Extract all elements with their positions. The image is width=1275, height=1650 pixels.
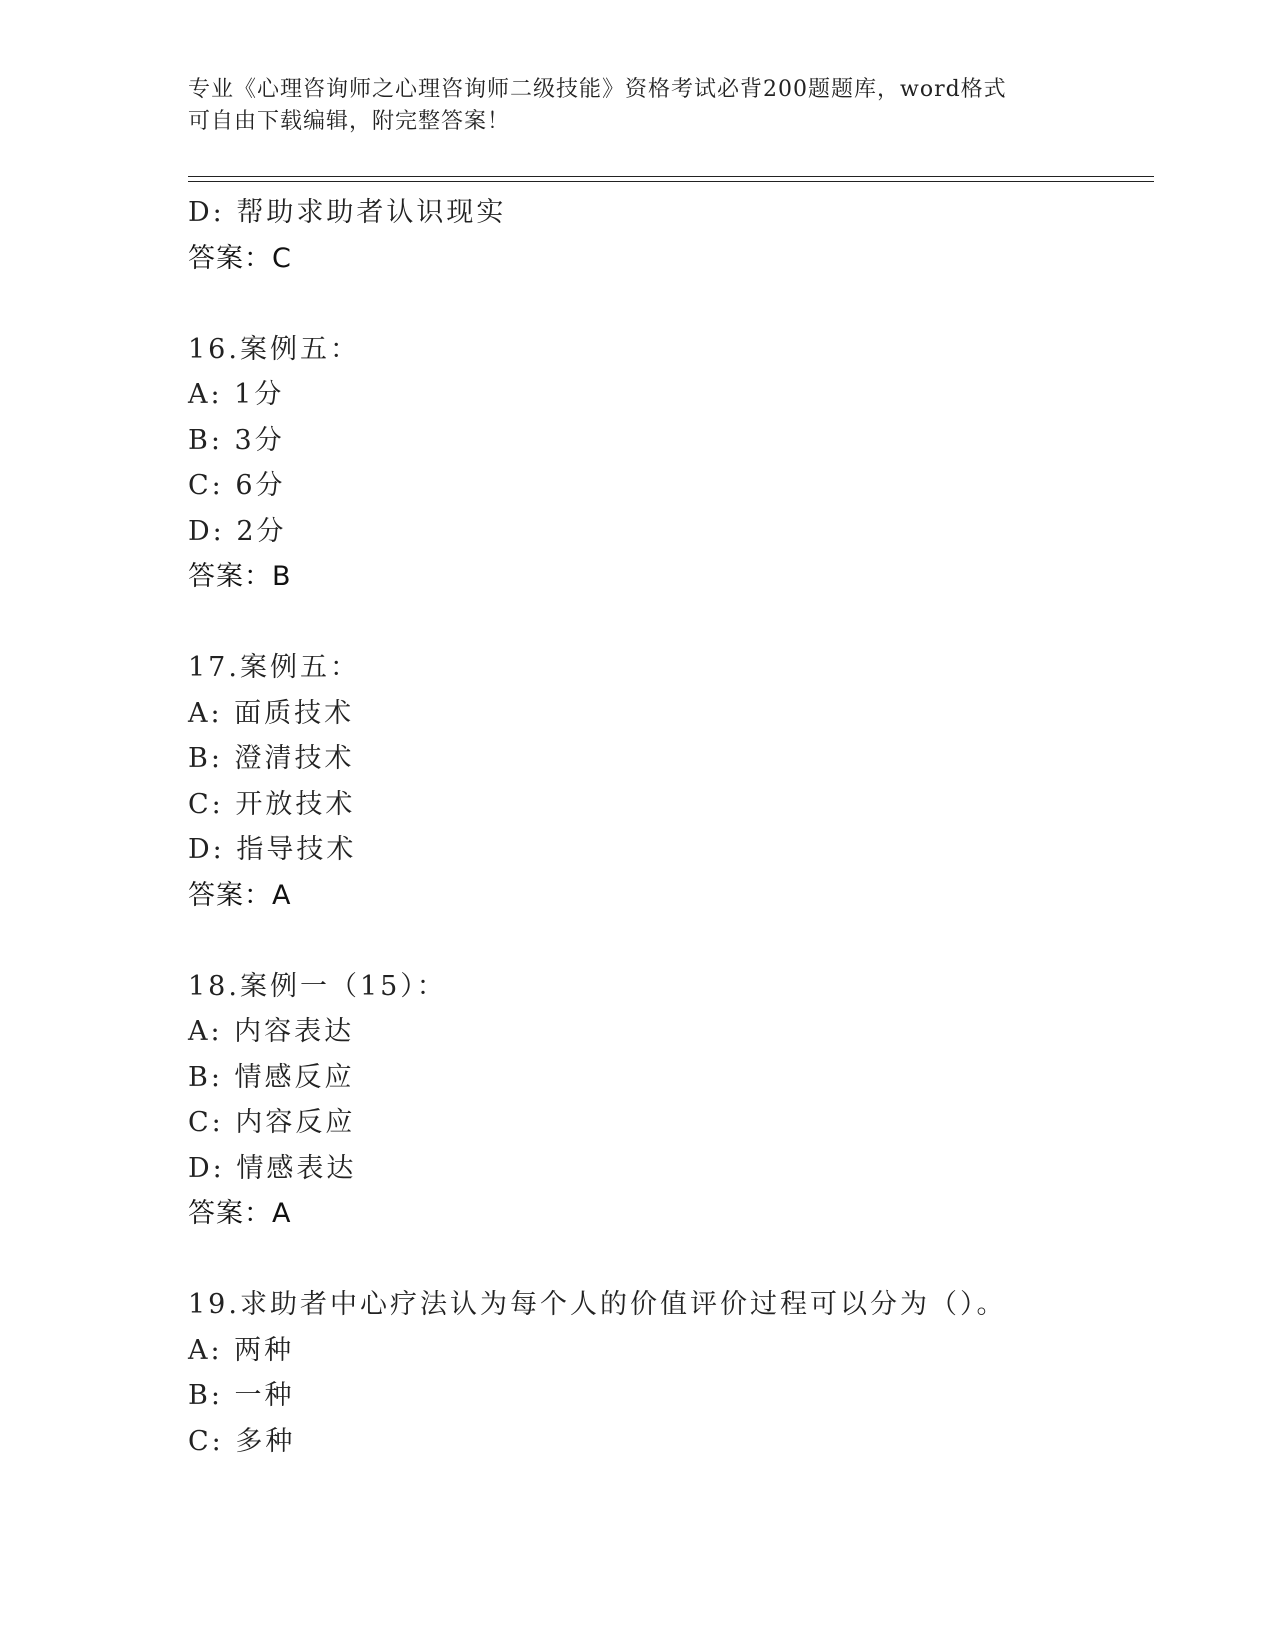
q18-option-d: D: 情感表达	[188, 1152, 357, 1184]
q15-answer: 答案：C	[188, 242, 292, 274]
q19-option-a: A: 两种	[188, 1334, 295, 1366]
header-line-2: 可自由下载编辑，附完整答案！	[188, 109, 511, 134]
spacer	[188, 281, 1148, 327]
header-line-1: 专业《心理咨询师之心理咨询师二级技能》资格考试必背200题题库，word格式	[188, 77, 1007, 102]
spacer	[188, 600, 1148, 646]
q19-option-c: C: 多种	[188, 1425, 296, 1457]
q17-option-d: D: 指导技术	[188, 834, 357, 865]
q18-answer: 答案：A	[188, 1198, 292, 1229]
q18-stem: 18.案例一（15）：	[188, 970, 447, 1002]
q17-answer: 答案：A	[188, 879, 292, 911]
q17-option-a: A: 面质技术	[188, 697, 355, 729]
q17-option-b: B: 澄清技术	[188, 743, 355, 774]
q16-option-a: A: 1分	[188, 379, 285, 410]
q16-option-b: B: 3分	[188, 424, 285, 456]
spacer	[188, 918, 1148, 964]
q17-stem: 17.案例五：	[188, 652, 360, 683]
q15-option-d: D: 帮助求助者认识现实	[188, 197, 507, 228]
header-rule-top	[188, 176, 1154, 177]
q19-stem: 19.求助者中心疗法认为每个人的价值评价过程可以分为（）。	[188, 1289, 1007, 1320]
q18-option-b: B: 情感反应	[188, 1061, 355, 1093]
header-rule-bottom	[188, 181, 1154, 182]
q16-answer: 答案：B	[188, 561, 292, 592]
q16-option-d: D: 2分	[188, 515, 287, 547]
question-list	[188, 190, 1148, 1464]
q18-option-c: C: 内容反应	[188, 1107, 356, 1138]
q16-option-c: C: 6分	[188, 470, 286, 501]
document-header	[188, 74, 1088, 138]
q17-option-c: C: 开放技术	[188, 788, 356, 820]
spacer	[188, 1237, 1148, 1283]
q16-stem: 16.案例五：	[188, 333, 360, 365]
q18-option-a: A: 内容表达	[188, 1016, 355, 1047]
q19-option-b: B: 一种	[188, 1380, 295, 1411]
